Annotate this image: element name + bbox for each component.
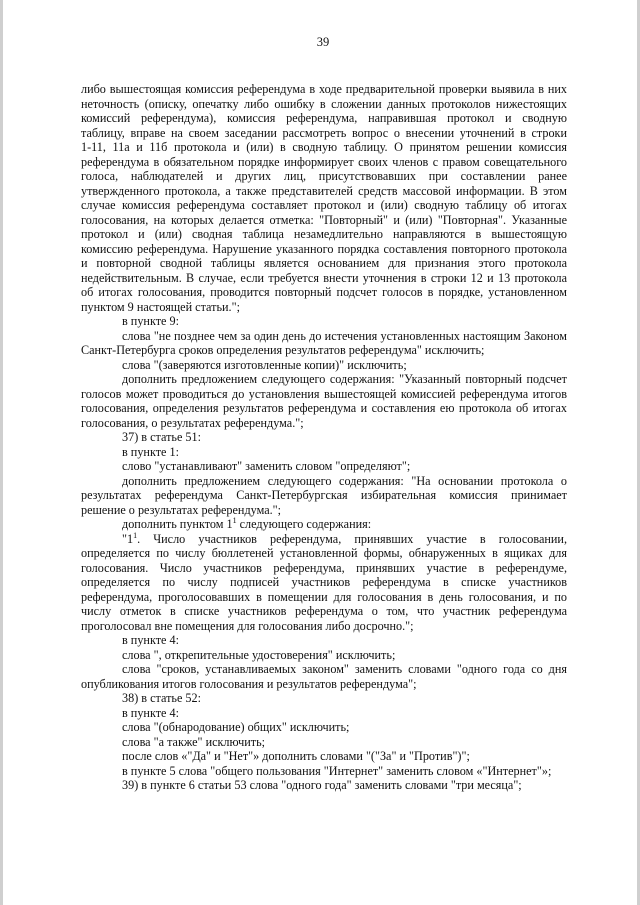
text-line-content: "1 bbox=[122, 531, 134, 546]
text-line-content: числу отметок в списке участников референдума о том, что участник референдума bbox=[81, 604, 567, 618]
text-line-content: голосования, определения результатов референдума и составления ею протокола об итогах bbox=[81, 401, 567, 415]
text-line bbox=[81, 590, 567, 605]
text-line-content: определяется по числу подписей участников референдума в списке участников bbox=[81, 575, 567, 589]
text-line bbox=[81, 329, 567, 344]
text-line bbox=[81, 169, 567, 184]
text-line bbox=[81, 648, 567, 663]
text-line-content: голосования. Число участников референдума, принявших участие в референдуме, bbox=[81, 560, 567, 575]
text-line-content: референдума в обязательном порядке информирует своих членов с правом совещательного bbox=[81, 154, 567, 169]
text-line-content: об итогах голосования, проводится повторный подсчет голосов в порядке, установленном bbox=[81, 285, 567, 299]
text-line-content: пунктом 9 настоящей статьи."; bbox=[81, 299, 240, 314]
text-line-content: референдума, проголосовавших в помещении для голосования в день голосования, и по bbox=[81, 589, 567, 604]
text-line-content: слова "(обнародование) общих" исключить; bbox=[122, 720, 350, 734]
text-line bbox=[81, 720, 567, 735]
text-line-content: 37) в статье 51: bbox=[122, 430, 201, 444]
text-line-content: голосования, о результатах референдума."; bbox=[81, 415, 304, 430]
text-line bbox=[81, 430, 567, 445]
text-line-content: в пункте 9: bbox=[122, 314, 179, 328]
text-line bbox=[81, 213, 567, 228]
text-line-content: 39) в пункте 6 статьи 53 слова "одного года" заменить словами "три месяца"; bbox=[122, 778, 522, 792]
text-line bbox=[81, 503, 567, 518]
text-line-content: таблицу, вправе на своем заседании рассмотреть вопрос о внесении уточнений в строки bbox=[81, 125, 567, 140]
text-line-content: утвержденного протокола, а также представителей средств массовой информации. В этом bbox=[81, 183, 567, 198]
text-line bbox=[81, 401, 567, 416]
text-line-content: комиссий референдума), комиссия референдума, направившая протокол и сводную bbox=[81, 111, 567, 125]
text-line-content: протокол и (или) сводная таблица незамедлительно направляются в вышестоящую bbox=[81, 227, 567, 241]
text-line bbox=[81, 155, 567, 170]
text-line-content: после слов «"Да" и "Нет"» дополнить словами "("За" и "Против")"; bbox=[122, 749, 470, 763]
text-line-content: либо вышестоящая комиссия референдума в ходе предварительной проверки выявила в них bbox=[81, 82, 567, 96]
text-line bbox=[81, 126, 567, 141]
text-line-content: определяется по числу бюллетеней установленной формы, обнаруженных в ящиках для bbox=[81, 546, 567, 560]
text-line-content: в пункте 4: bbox=[122, 633, 179, 647]
text-line bbox=[81, 575, 567, 590]
text-line bbox=[81, 474, 567, 489]
text-line bbox=[81, 619, 567, 634]
text-line-content: результатах референдума Санкт-Петербургская избирательная комиссия принимает bbox=[81, 488, 567, 502]
text-line-content: слово "устанавливают" заменить словом "определяют"; bbox=[122, 459, 411, 473]
text-line-continuation: следующего содержания: bbox=[236, 517, 372, 531]
text-line bbox=[81, 459, 567, 474]
text-line bbox=[81, 735, 567, 750]
text-line-content: голосования, на которых делается отметка: "Повторный" и (или) "Повторная". Указанные bbox=[81, 212, 567, 227]
text-line bbox=[81, 285, 567, 300]
text-line bbox=[81, 242, 567, 257]
text-line-content: в пункте 1: bbox=[122, 444, 179, 459]
text-line bbox=[81, 314, 567, 329]
text-line bbox=[81, 227, 567, 242]
text-line-content: неточность (описку, опечатку либо ошибку в сложении данных протоколов нижестоящих bbox=[81, 96, 567, 111]
page-number: 39 bbox=[316, 35, 330, 49]
text-line-content: недействительным. В случае, если требуется внести уточнения в строки 12 и 13 протокола bbox=[81, 270, 567, 285]
superscript: 1 bbox=[133, 531, 138, 540]
text-line bbox=[81, 532, 567, 547]
text-line-content: слова ", открепительные удостоверения" исключить; bbox=[122, 647, 396, 662]
text-line-content: голосов может проводиться до установления вышестоящей комиссией референдума итогов bbox=[81, 386, 567, 401]
text-line-content: слова "а также" исключить; bbox=[122, 734, 266, 749]
text-line-content: дополнить пунктом 1 bbox=[122, 517, 233, 531]
text-line-content: дополнить предложением следующего содержания: "Указанный повторный подсчет bbox=[122, 372, 567, 386]
text-line-content: слова "не позднее чем за один день до истечения установленных настоящим Законом bbox=[122, 328, 567, 343]
text-line bbox=[81, 198, 567, 213]
text-line-content: слова "сроков, устанавливаемых законом" заменить словами "одного года со дня bbox=[122, 662, 567, 676]
text-line-content: комиссию референдума. Нарушение указанного порядка составления повторного протокола bbox=[81, 241, 567, 256]
text-line bbox=[81, 358, 567, 373]
text-line-content: слова "(заверяются изготовленные копии)" исключить; bbox=[122, 357, 407, 372]
text-line-continuation: . Число участников референдума, принявших участие в голосовании, bbox=[137, 531, 567, 546]
text-line bbox=[81, 488, 567, 503]
text-line bbox=[81, 271, 567, 286]
text-line bbox=[81, 97, 567, 112]
text-line-content: случае комиссия референдума составляет протокол и (или) сводную таблицу об итогах bbox=[81, 198, 567, 212]
text-line bbox=[81, 677, 567, 692]
text-line-content: в пункте 5 слова "общего пользования "Интернет" заменить словом «"Интернет"»; bbox=[122, 763, 552, 778]
text-line bbox=[81, 517, 567, 532]
text-line bbox=[81, 343, 567, 358]
text-line bbox=[81, 111, 567, 126]
text-line bbox=[81, 778, 567, 793]
text-line bbox=[81, 633, 567, 648]
text-line bbox=[81, 416, 567, 431]
text-line-content: решение о результатах референдума."; bbox=[81, 502, 282, 517]
text-line bbox=[81, 82, 567, 97]
text-line bbox=[81, 561, 567, 576]
text-line bbox=[81, 300, 567, 315]
text-line-content: 1-11, 11а и 11б протокола и (или) в сводную таблицу. О принятом решении комиссия bbox=[81, 140, 567, 154]
text-line bbox=[81, 604, 567, 619]
text-line bbox=[81, 749, 567, 764]
document-body bbox=[81, 82, 567, 793]
text-line bbox=[81, 764, 567, 779]
text-line-content: дополнить предложением следующего содержания: "На основании протокола о bbox=[122, 473, 567, 488]
text-line-content: опубликования итогов голосования и результатов референдума"; bbox=[81, 676, 417, 691]
superscript: 1 bbox=[232, 517, 237, 525]
text-line-content: Санкт-Петербурга сроков определения результатов референдума" исключить; bbox=[81, 343, 485, 357]
text-line bbox=[81, 691, 567, 706]
text-line bbox=[81, 140, 567, 155]
text-line-content: в пункте 4: bbox=[122, 705, 179, 720]
text-line bbox=[81, 546, 567, 561]
text-line bbox=[81, 256, 567, 271]
text-line-content: проголосовал вне помещения для голосования либо досрочно."; bbox=[81, 618, 414, 633]
text-line bbox=[81, 706, 567, 721]
text-line-content: голоса, наблюдателей и других лиц, присутствовавших при составлении ранее bbox=[81, 169, 567, 183]
text-line-content: 38) в статье 52: bbox=[122, 691, 201, 705]
text-line bbox=[81, 372, 567, 387]
text-line bbox=[81, 445, 567, 460]
text-line-content: и повторной сводной таблицы является основанием для признания этого протокола bbox=[81, 256, 567, 270]
text-line bbox=[81, 184, 567, 199]
text-line bbox=[81, 387, 567, 402]
text-line bbox=[81, 662, 567, 677]
